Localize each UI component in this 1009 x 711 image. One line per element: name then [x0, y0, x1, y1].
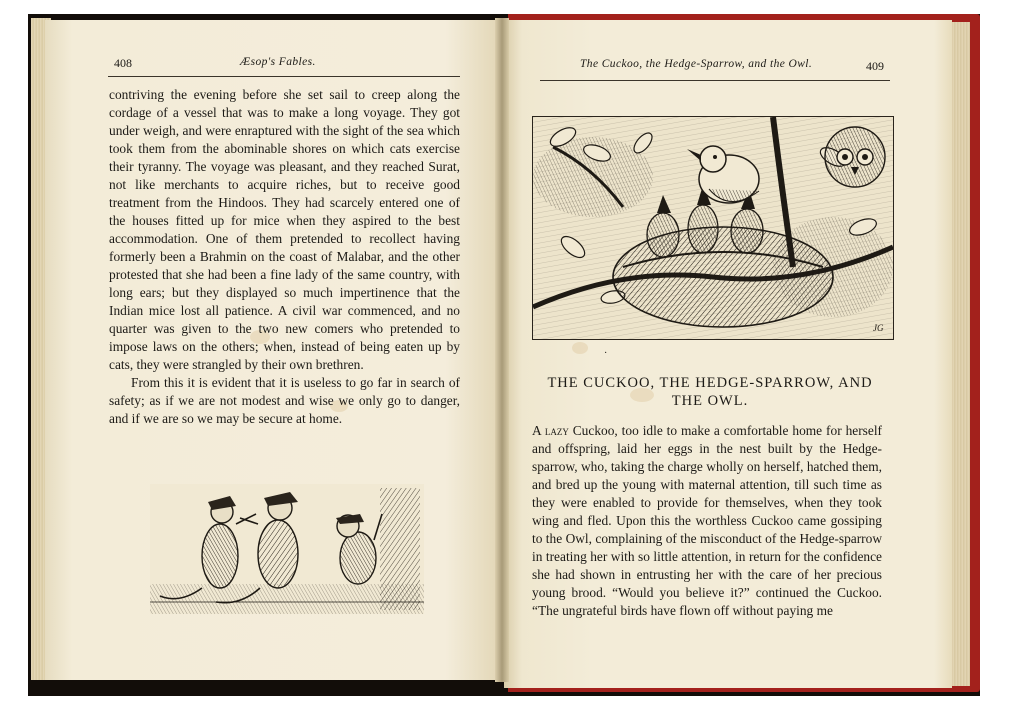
title-dot: · [604, 348, 608, 359]
paragraph: From this it is evident that it is useless to go far in search of safety; as if we are not modest and wise we only go to danger, and if we are so we may be secure at home. [109, 375, 460, 426]
running-head-left: Æsop's Fables. [240, 56, 316, 68]
right-page-text [532, 422, 882, 620]
running-head-right: The Cuckoo, the Hedge-Sparrow, and the Owl. [580, 58, 813, 70]
foxing-stain [572, 342, 588, 354]
opening-words: A lazy [532, 423, 569, 438]
page-number-right: 409 [866, 59, 884, 73]
fable-title: THE CUCKOO, THE HEDGE-SPARROW, AND THE OWL. [547, 375, 873, 409]
header-rule-left [108, 76, 460, 77]
paragraph: contriving the evening before she set sail to creep along the cordage of a vessel that was to make a long voyage. They got under weigh, and were enraptured with the sight of the sea which took them from the abominable shores on which cats exercise their tyranny. The voyage was pleasant, and they reached Surat, not like merchants to acquire riches, but to receive good treatment from the Hindoos. They had scarcely entered one of the houses fitted up for mice when they aspired to the best accommodation. One of them pretended to recollect having formerly been a Brahmin on the coast of Malabar, and the other protested that she had been a fine lady of the same country, with long ears; but they displayed so much impertinence that the Indian mice lost all patience. A civil war commenced, and no quarter was given to the two new comers who pretended to impose laws on the others; when, instead of being eaten up by cats, they were strangled by their own brethren. [109, 87, 460, 372]
illustration-signature: JG [873, 323, 884, 333]
cuckoo-nest-illustration [532, 116, 894, 340]
mice-illustration [150, 484, 424, 614]
book-gutter [495, 18, 509, 682]
page-number-left: 408 [114, 56, 132, 70]
header-rule-right [540, 80, 890, 81]
left-page-text [109, 86, 460, 428]
paragraph: Cuckoo, too idle to make a comfortable home for herself and offspring, laid her eggs in the nest built by the Hedge-sparrow, who, taking the charge wholly on herself, hatched them, and bred up the young with maternal attention, till such time as they were enabled to provide for themselves, when they took wing and fled. Upon this the worthless Cuckoo came gossiping to the Owl, complaining of the misconduct of the Hedge-sparrow in treating her with so little attention, in return for the confidence she had shown in entrusting her with the care of her precious young brood. “Would you believe it?” continued the Cuckoo. “The ungrateful birds have flown off without paying me [532, 423, 882, 618]
